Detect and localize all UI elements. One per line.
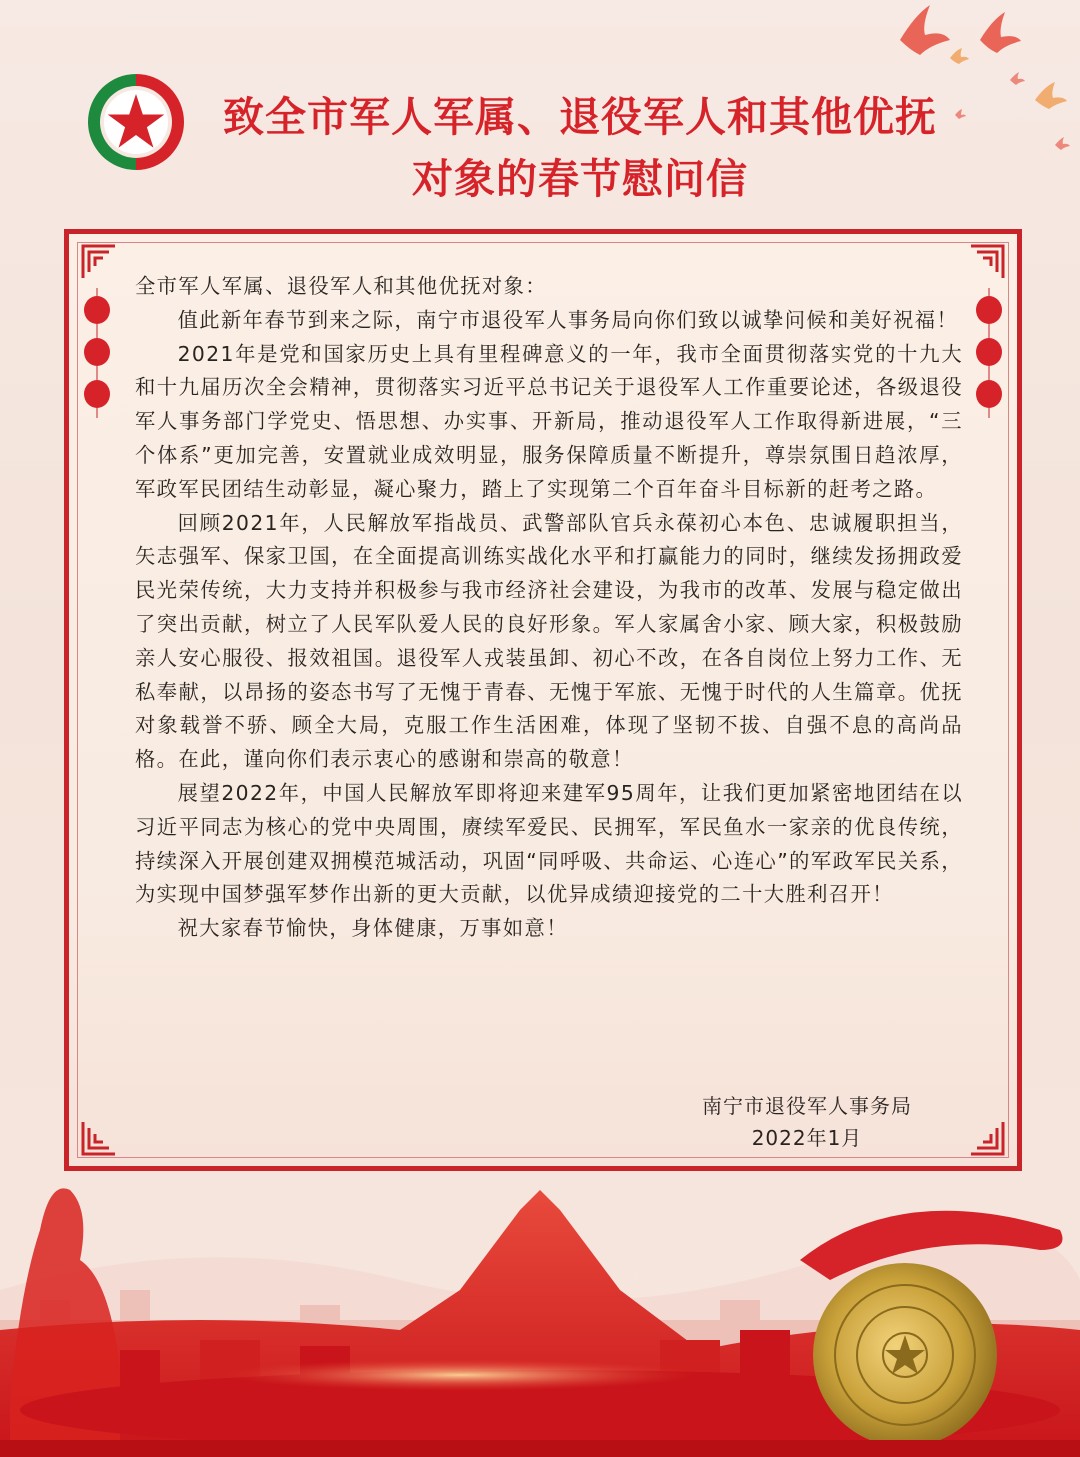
- red-skyline-scene: [0, 1170, 1080, 1457]
- letter-greeting: 全市军人军属、退役军人和其他优抚对象：: [135, 274, 547, 298]
- letter-paragraph: 祝大家春节愉快，身体健康，万事如意！: [177, 916, 568, 941]
- letter-paragraph: 回顾2021年，人民解放军指战员、武警部队官兵永葆初心本色、忠诚履职担当，矢志强军、保家卫国，在全面提高训练实战化水平和打赢能力的同时，继续发扬拥政爱民光荣传统，大力支持并积极参与我市经济社会建设，为我市的改革、发展与稳定做出了突出贡献，树立了人民军队爱人民的良好形象。军人家属舍小家、顾大家，积极鼓励亲人安心服役、报效祖国。退役军人戎装虽卸、初心不改，在各自岗位上努力工作、无私奉献，以昂扬的姿态书写了无愧于青春、无愧于军旅、无愧于时代的人生篇章。优抚对象载誉不骄、顾全大局，克服工作生活困难，体现了坚韧不拔、自强不息的高尚品格。在此，谨向你们表示衷心的感谢和崇高的敬意！: [135, 510, 963, 772]
- lantern-icon: [973, 288, 1005, 418]
- page-title-line-1: 致全市军人军属、退役军人和其他优抚: [223, 93, 937, 141]
- corner-ornament: [79, 242, 119, 282]
- corner-ornament: [967, 242, 1007, 282]
- letter-date: 2022年1月: [751, 1126, 863, 1150]
- letter-signature: 南宁市退役军人事务局: [702, 1094, 912, 1118]
- letter-signature-block: [687, 1090, 927, 1154]
- letter-paragraph: 展望2022年，中国人民解放军即将迎来建军95周年，让我们更加紧密地团结在以习近平同志为核心的党中央周围，赓续军爱民、民拥军，军民鱼水一家亲的优良传统，持续深入开展创建双拥模范城活动，巩固“同呼吸、共命运、心连心”的军政军民关系，为实现中国梦强军梦作出新的更大贡献，以优异成绩迎接党的二十大胜利召开！: [135, 780, 963, 907]
- letter-frame: [64, 229, 1022, 1171]
- lantern-icon: [81, 288, 113, 418]
- corner-ornament: [79, 1118, 119, 1158]
- corner-ornament: [967, 1118, 1007, 1158]
- letter-paragraph: 2021年是党和国家历史上具有里程碑意义的一年，我市全面贯彻落实党的十九大和十九届历次全会精神，贯彻落实习近平总书记关于退役军人工作重要论述，各级退役军人事务部门学党史、悟思想、办实事、开新局，推动退役军人工作取得新进展，“三个体系”更加完善，安置就业成效明显，服务保障质量不断提升，尊崇氛围日趋浓厚，军政军民团结生动彰显，凝心聚力，踏上了实现第二个百年奋斗目标新的赶考之路。: [135, 341, 963, 501]
- letter-body: [135, 270, 963, 946]
- red-star-emblem-icon: [84, 70, 188, 174]
- page-title-line-2: 对象的春节慰问信: [412, 155, 748, 203]
- letter-paragraph: 值此新年春节到来之际，南宁市退役军人事务局向你们致以诚挚问候和美好祝福！: [177, 307, 959, 332]
